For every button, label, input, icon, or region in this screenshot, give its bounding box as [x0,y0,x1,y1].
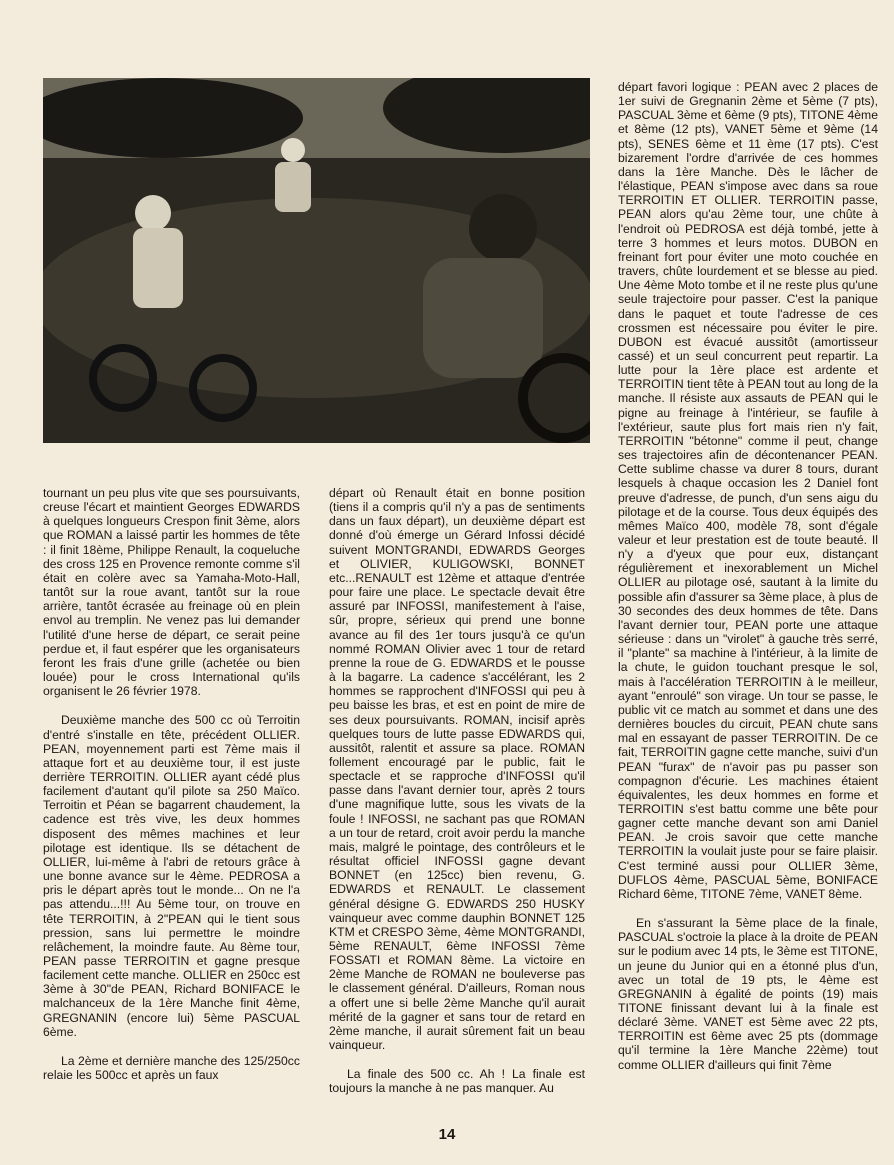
text-column-3 [618,80,878,1072]
motocross-photo-icon [43,78,590,443]
text-column-1 [43,486,300,1082]
paragraph: La 2ème et dernière manche des 125/250cc relaie les 500cc et après un faux [43,1053,300,1083]
text-column-2 [329,486,585,1096]
paragraph: En s'assurant la 5ème place de la finale, PASCUAL s'octroie la place à la droite de PEAN sur le podium avec 14 pts, le 3ème est TITONE, un jeune du Junior qui en a étonné plus d'un, avec un total de 19 pts, le 4ème est GREGNANIN à égalité de points (19) mais TITONE finissant devant lui à la finale est déclaré 3ème. VANET est 5ème avec 22 pts, TERROITIN est 6ème avec 25 pts (dommage qu'il termine la 1ère Manche 22ème) tout comme OLLIER d'ailleurs qui finit 7ème [618,916,878,1072]
page-number: 14 [438,1126,456,1143]
paragraph: tournant un peu plus vite que ses poursuivants, creuse l'écart et maintient Georges EDWARDS à quelques longueurs Crespon finit 3ème, alors que ROMAN a laissé partir les hommes de tête : il finit 18ème, Philippe Renault, la coqueluche des cross 125 en Provence remonte comme s'il était en colère avec sa Yamaha-Moto-Hall, tantôt sur la roue avant, tantôt sur la roue arrière, tantôt écrasée au freinage où en plein envol au tremplin. Ne venez pas lui demander l'utilité d'une herse de départ, ce serait peine perdue et, il faut espérer que les organisateurs feront les frais d'une grille (achetée ou bien louée) pour le cross International qu'ils organisent le 26 février 1978. [43,486,300,699]
paragraph: départ favori logique : PEAN avec 2 places de 1er suivi de Gregnanin 2ème et 5ème (7 pts), PASCUAL 3ème et 6ème (9 pts), TITONE 4ème et 8ème (12 pts), VANET 5ème et 9ème (14 pts), SENES 6ème et 11 ème (17 pts). C'est bizarement l'ordre d'arrivée de ces hommes dans la 1ère Manche. Dès le lâcher de l'élastique, PEAN s'impose avec dans sa roue TERROITIN ET OLLIER. TERROITIN passe, PEAN alors qu'au 2ème tour, une chûte à l'endroit où PEDROSA est déjà tombé, jette à terre 3 hommes et leurs motos. DUBON en freinant fort pour éviter une moto couchée en travers, chûte lourdement et se blesse au pied. Une 4ème Moto tombe et il ne reste plus qu'une seule trajectoire pour passer. C'est la panique dans le paquet et toute l'adresse de ces crossmen est nécessaire pou éviter le pire. DUBON est évacué aussitôt (amortisseur cassé) et un seul concurrent peut repartir. La lutte pour la 1ère place est ardente et TERROITIN tient tête à PEAN tout au long de la manche. Il résiste aux assauts de PEAN qui le pigne au freinage à l'intérieur, se faufile à l'extérieur, saute plus fort mais rien n'y fait, TERROITIN "bétonne" comme il peut, change ses trajectoires afin de décontenancer PEAN. Cette sublime chasse va durer 8 tours, durant lesquels à chaque occasion les 2 Daniel font preuve d'adresse, de punch, d'un sens aigu du pilotage et de la course. Tous deux équipés des mêmes Maïco 400, modèle 78, sont d'égale valeur et leur prestation est de toute beauté. Il n'y a d'yeux que pour eux, distançant régulièrement et inexorablement un Michel OLLIER au pilotage osé, sautant à la limite du possible afin d'assurer sa 3ème place, à plus de 30 secondes des deux hommes de tête. Dans l'avant dernier tour, PEAN porte une attaque sérieuse : dans un "virolet" à gauche très serré, il "plante" sa machine à l'intérieur, à la limite de la chute, le guidon touchant presque le sol, mais à l'accélération TERROITIN à le meilleur, ayant "enroulé" son virage. Un tour se passe, le public vit ce match au sommet et dans une des dernières boucles du circuit, PEAN chute sans mal en essayant de passer TERROITIN. De ce fait, TERROITIN gagne cette manche, suivi d'un PEAN "furax" de n'avoir pas pu passer son compagnon d'écurie. Les machines étaient équivalentes, les deux hommes en forme et TERROITIN s'est battu comme une bête pour gagner cette manche devant son ami Daniel PEAN. Je crois savoir que cette manche TERROITIN la voulait juste pour se faire plaisir. C'est terminé aussi pour OLLIER 3ème, DUFLOS 4ème, PASCUAL 5ème, BONIFACE Richard 6ème, TITONE 7ème, VANET 8ème. [618,80,878,901]
paragraph: La finale des 500 cc. Ah ! La finale est toujours la manche à ne pas manquer. Au [329,1067,585,1096]
paragraph: Deuxième manche des 500 cc où Terroitin d'entré s'installe en tête, précédent OLLIER. PEAN, moyennement parti est 7ème mais il attaque fort et au deuxième tour, il est juste derrière TERROITIN. OLLIER ayant cédé plus facilement d'autant qu'il pilote sa 250 Maïco. Terroitin et Péan se bagarrent chaudement, la cadence est très vive, les deux hommes disposent des mêmes machines et leur pilotage est identique. Ils se détachent de OLLIER, lui-même à l'abri de retours grâce à une bonne avance sur le 4ème. PEDROSA a pris le départ après tout le monde... On ne l'a pas attendu...!!! Au 5ème tour, on trouve en tête TERROITIN, à 2"PEAN qui le tient sous pression, sans lui permettre le moindre relâchement, la moindre faute. Au 8ème tour, PEAN passe TERROITIN et gagne presque facilement cette manche. OLLIER en 250cc est 3ème à 30"de PEAN, Richard BONIFACE le malchanceux de la 1ère Manche finit 4ème, GREGNANIN (encore lui) 5ème PASCUAL 6ème. [43,713,300,1039]
motocross-photo [43,78,590,443]
paragraph: départ où Renault était en bonne position (tiens il a compris qu'il n'y a pas de sentiments dans un faux départ), un deuxième départ est donné d'où émerge un Gérard Infossi décidé suivent MONTGRANDI, EDWARDS Georges et OLIVIER, KULIGOWSKI, BONNET etc...RENAULT est 12ème et attaque d'entrée pour faire une place. Le spectacle devait être assuré par INFOSSI, manifestement à l'aise, sûr, propre, sérieux qui prend une bonne avance au fil des 1er tours jusqu'à ce qu'un nommé ROMAN Olivier avec 1 tour de retard prenne la roue de G. EDWARDS et le pousse à la bagarre. La cadence s'accélérant, les 2 hommes se rapprochent d'INFOSSI qui peu à peu baisse les bras, et est en point de mire de ses deux poursuivants. ROMAN, incisif après quelques tours de lutte passe EDWARDS qui, aussitôt, ralentit et assure sa place. ROMAN follement encouragé par le public, fait le spectacle et se rapproche d'INFOSSI qu'il passe dans l'avant dernier tour, après 2 tours d'une magnifique lutte, sous les vivats de la foule ! INFOSSI, ne sachant pas que ROMAN a un tour de retard, croit avoir perdu la manche mais, malgré le pointage, des contrôleurs et le résultat officiel INFOSSI gagne devant BONNET (en 125cc) bien revenu, G. EDWARDS et RENAULT. Le classement général désigne G. EDWARDS 250 HUSKY vainqueur avec comme dauphin BONNET 125 KTM et CRESPO 3ème, 4ème MONTGRANDI, 5ème RENAULT, 6ème INFOSSI 7ème FOSSATI et ROMAN 8ème. La victoire en 2ème Manche de ROMAN ne bouleverse pas le classement général. D'ailleurs, Roman nous a offert une si belle 2ème Manche qu'il aurait mérité de la gagner et sans tour de retard en 2ème manche, il aurait sûrement fait un beau vainqueur. [329,486,585,1053]
